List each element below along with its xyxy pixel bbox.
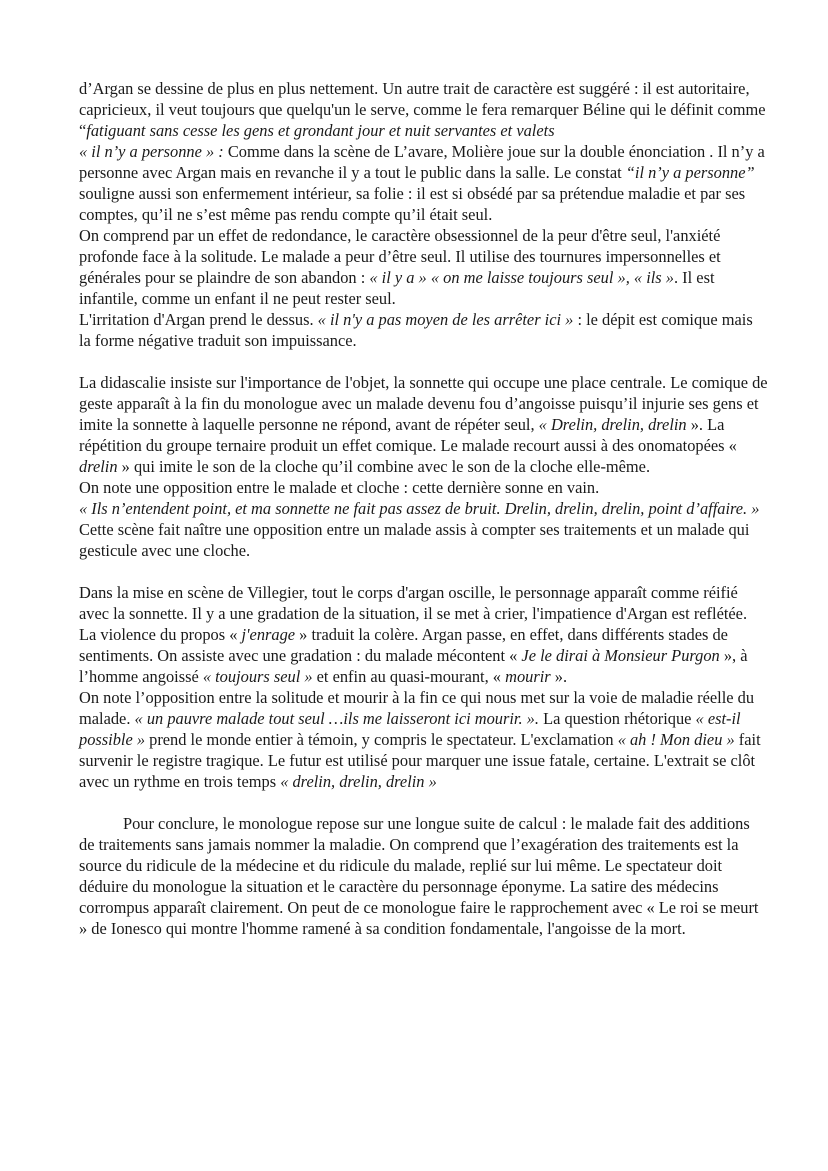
paragraph-gap: [79, 561, 768, 582]
text-span: » qui imite le son de la cloche qu’il combine avec le son de la cloche elle-même.: [117, 457, 651, 476]
paragraph-sonnette-quote: [79, 498, 768, 561]
text-span: prend le monde entier à témoin, y compris le spectateur. L'exclamation: [145, 730, 618, 749]
paragraph-opposition: [79, 477, 768, 498]
quote-span: “il n’y a personne”: [625, 163, 755, 182]
paragraph-didascalie: [79, 372, 768, 477]
quote-span: drelin: [79, 457, 118, 476]
text-span: fait survenir le registre tragique. Le futur est utilisé pour marquer une issue fatale, certaine. L'extrait se clôt avec un rythme en trois temps: [79, 730, 761, 791]
paragraph-argan-character: [79, 78, 768, 141]
quote-span: mourir: [505, 667, 551, 686]
text-span: Comme dans la scène de L’avare, Molière joue sur la double énonciation . Il n’y a personne avec Argan mais en revanche il y a tout le public dans la salle. Le constat: [79, 142, 765, 182]
text-span: », à l’homme angoissé: [79, 646, 748, 686]
text-span: . Il est infantile, comme un enfant il ne peut rester seul.: [79, 268, 715, 308]
paragraph-solitude: [79, 225, 768, 309]
quote-span: « il y a » « on me laisse toujours seul », « ils »: [369, 268, 674, 287]
paragraph-mise-en-scene: [79, 582, 768, 687]
paragraph-double-enonciation: [79, 141, 768, 225]
quote-span: « il n'y a pas moyen de les arrêter ici »: [317, 310, 574, 329]
text-span: L'irritation d'Argan prend le dessus.: [79, 310, 318, 329]
text-span: Pour conclure, le monologue repose sur une longue suite de calcul : le malade fait des additions de traitements sans jamais nommer la maladie. On comprend que l’exagération des traitements est la source du ridicule de la médecine et du ridicule du malade, replié sur lui même. Le spectateur doit déduire du monologue la situation et le caractère du personnage éponyme. La satire des médecins corrompus apparaît clairement. On peut de ce monologue faire le rapprochement avec « Le roi se meurt » de Ionesco qui montre l'homme ramené à sa condition fondamentale, l'angoisse de la mort.: [79, 814, 759, 938]
text-span: On note une opposition entre le malade et cloche : cette dernière sonne en vain.: [79, 478, 600, 497]
text-span: On note l’opposition entre la solitude et mourir à la fin ce qui nous met sur la voie de maladie réelle du malade.: [79, 688, 755, 728]
quote-span: « est-il possible »: [79, 709, 741, 749]
paragraph-mourir: [79, 687, 768, 792]
paragraph-gap: [79, 351, 768, 372]
text-span: On comprend par un effet de redondance, le caractère obsessionnel de la peur d'être seul, l'anxiété profonde face à la solitude. Le malade a peur d’être seul. Il utilise des tournures impersonnelles et générales pour se plaindre de son abandon :: [79, 226, 721, 287]
quote-span: « un pauvre malade tout seul …ils me laisseront ici mourir. ».: [134, 709, 539, 728]
quote-span: Je le dirai à Monsieur Purgon: [521, 646, 720, 665]
quote-span: j'enrage: [241, 625, 296, 644]
text-span: : le dépit est comique mais la forme négative traduit son impuissance.: [79, 310, 753, 350]
text-span: Dans la mise en scène de Villegier, tout le corps d'argan oscille, le personnage apparaît comme réifié avec la sonnette. Il y a une gradation de la situation, il se met à crier, l'impatience d'Argan est reflétée. La violence du propos «: [79, 583, 748, 644]
quote-span: « toujours seul »: [202, 667, 313, 686]
text-span: Cette scène fait naître une opposition entre un malade assis à compter ses traitements et un malade qui gesticule avec une cloche.: [79, 520, 750, 560]
text-span: ».: [550, 667, 568, 686]
text-span: La question rhétorique: [538, 709, 696, 728]
quote-span: fatiguant sans cesse les gens et grondant jour et nuit servantes et valets: [86, 121, 555, 140]
quote-span: « drelin, drelin, drelin »: [280, 772, 437, 791]
text-span: ». La répétition du groupe ternaire produit un effet comique. Le malade recourt aussi à des onomatopées «: [79, 415, 737, 455]
text-span: » traduit la colère. Argan passe, en effet, dans différents stades de sentiments. On assiste avec une gradation : du malade mécontent «: [79, 625, 728, 665]
text-span: et enfin au quasi-mourant, «: [312, 667, 506, 686]
text-span: La didascalie insiste sur l'importance de l'objet, la sonnette qui occupe une place centrale. Le comique de geste apparaît à la fin du monologue avec un malade devenu fou d’angoisse puisqu’il injurie ses gens et imite la sonnette à laquelle personne ne répond, avant de répéter seul,: [79, 373, 768, 434]
paragraph-gap: [79, 792, 768, 813]
text-span: d’Argan se dessine de plus en plus nettement. Un autre trait de caractère est suggéré : il est autoritaire, capricieux, il veut toujours que quelqu'un le serve, comme le fera remarquer Béline qui le définit comme “: [79, 79, 766, 140]
paragraph-irritation: [79, 309, 768, 351]
quote-span: « Drelin, drelin, drelin: [538, 415, 687, 434]
text-span: souligne aussi son enfermement intérieur, sa folie : il est si obsédé par sa prétendue maladie et par ses comptes, qu’il ne s’est même pas rendu compte qu’il était seul.: [79, 184, 746, 224]
quote-span: « ah ! Mon dieu »: [617, 730, 735, 749]
quote-span: « Ils n’entendent point, et ma sonnette ne fait pas assez de bruit. Drelin, drelin, drelin, point d’affaire. »: [79, 499, 760, 518]
paragraph-conclusion: [79, 813, 768, 939]
quote-span: « il n’y a personne » :: [79, 142, 224, 161]
